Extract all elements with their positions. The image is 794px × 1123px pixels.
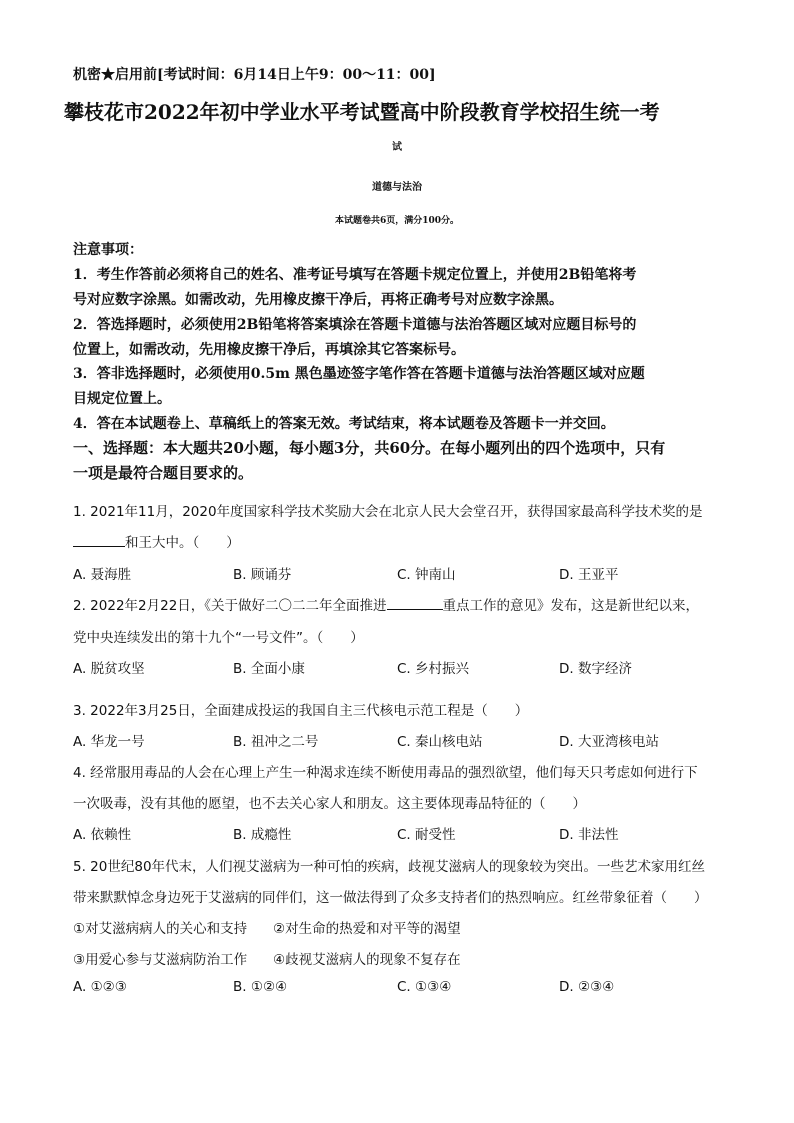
notice-item-4: 4．答在本试题卷上、草稿纸上的答案无效。考试结束，将本试题卷及答题卡一并交回。 xyxy=(73,416,615,432)
q3-option-d: D. 大亚湾核电站 xyxy=(559,734,659,750)
q2-stem-1-text-b: 重点工作的意见》发布，这是新世纪以来， xyxy=(442,598,700,614)
q3-stem: 3. 2022年3月25日，全面建成投运的我国自主三代核电示范工程是（ ） xyxy=(73,703,529,719)
q4-stem-1: 4. 经常服用毒品的人会在心理上产生一种渴求连续不断使用毒品的强烈欲望，他们每天只考虑如何进行下 xyxy=(73,765,698,781)
q2-answer-blank xyxy=(387,595,443,610)
q1-option-d: D. 王亚平 xyxy=(559,567,619,583)
q4-option-a: A. 依赖性 xyxy=(73,827,132,843)
q4-option-c: C. 耐受性 xyxy=(397,827,456,843)
section1-heading-2: 一项是最符合题目要求的。 xyxy=(73,464,254,482)
notice-heading: 注意事项： xyxy=(73,242,143,258)
q1-stem-1: 1. 2021年11月，2020年度国家科学技术奖励大会在北京人民大会堂召开，获得国家最高科学技术奖的是 xyxy=(73,504,703,520)
q5-statement-2: ②对生命的热爱和对平等的渴望 xyxy=(273,921,461,937)
q2-option-d: D. 数字经济 xyxy=(559,661,632,677)
notice-item-2b: 位置上，如需改动，先用橡皮擦干净后，再填涂其它答案标号。 xyxy=(73,342,465,358)
q5-statement-1: ①对艾滋病病人的关心和支持 xyxy=(73,921,248,937)
q2-option-a: A. 脱贫攻坚 xyxy=(73,661,145,677)
q3-option-a: A. 华龙一号 xyxy=(73,734,145,750)
q5-statement-3: ③用爱心参与艾滋病防治工作 xyxy=(73,952,248,968)
notice-item-3a: 3．答非选择题时，必须使用0.5m 黑色墨迹签字笔作答在答题卡道德与法治答题区域对应题 xyxy=(73,366,645,382)
q5-option-d: D. ②③④ xyxy=(559,979,615,995)
notice-item-2a: 2．答选择题时，必须使用2B铅笔将答案填涂在答题卡道德与法治答题区域对应题目标号的 xyxy=(73,317,637,333)
q3-option-b: B. 祖冲之二号 xyxy=(233,734,319,750)
q2-stem-1 xyxy=(73,594,699,614)
notice-item-3b: 目规定位置上。 xyxy=(73,391,171,407)
q4-option-b: B. 成瘾性 xyxy=(233,827,292,843)
q4-option-d: D. 非法性 xyxy=(559,827,619,843)
q2-option-b: B. 全面小康 xyxy=(233,661,305,677)
q2-option-c: C. 乡村振兴 xyxy=(397,661,470,677)
q5-stem-2: 带来默默悼念身边死于艾滋病的同伴们，这一做法得到了众多支持者们的热烈响应。红丝带象征着（ ） xyxy=(73,890,708,906)
q1-stem-2-text: 和王大中。（ ） xyxy=(125,535,240,551)
confidential-line: 机密★启用前[考试时间：6月14日上午9：00～11：00] xyxy=(73,67,436,83)
q1-option-c: C. 钟南山 xyxy=(397,567,456,583)
q1-answer-blank xyxy=(73,532,125,547)
q5-statement-4: ④歧视艾滋病人的现象不复存在 xyxy=(273,952,461,968)
q3-option-c: C. 秦山核电站 xyxy=(397,734,483,750)
q5-option-b: B. ①②④ xyxy=(233,979,288,995)
section1-heading-1: 一、选择题：本大题共20小题，每小题3分，共60分。在每小题列出的四个选项中，只有 xyxy=(73,439,666,457)
q1-option-a: A. 聂海胜 xyxy=(73,567,132,583)
exam-title-line1: 攀枝花市2022年初中学业水平考试暨高中阶段教育学校招生统一考 xyxy=(64,100,660,124)
q5-option-c: C. ①③④ xyxy=(397,979,452,995)
q5-option-a: A. ①②③ xyxy=(73,979,127,995)
notice-item-1b: 号对应数字涂黑。如需改动，先用橡皮擦干净后，再将正确考号对应数字涂黑。 xyxy=(73,292,563,308)
notice-item-1a: 1．考生作答前必须将自己的姓名、准考证号填写在答题卡规定位置上，并使用2B铅笔将考 xyxy=(73,267,637,283)
q2-stem-1-text-a: 2. 2022年2月22日，《关于做好二〇二二年全面推进 xyxy=(73,598,387,614)
q1-option-b: B. 顾诵芬 xyxy=(233,567,292,583)
q5-stem-1: 5. 20世纪80年代末，人们视艾滋病为一种可怕的疾病，歧视艾滋病人的现象较为突出。一些艺术家用红丝 xyxy=(73,859,706,875)
q2-stem-2: 党中央连续发出的第十九个“一号文件”。（ ） xyxy=(73,630,364,646)
exam-title-line2: 试 xyxy=(392,142,402,153)
q1-stem-2 xyxy=(73,531,240,551)
q4-stem-2: 一次吸毒，没有其他的愿望，也不去关心家人和朋友。这主要体现毒品特征的（ ） xyxy=(73,796,586,812)
exam-info: 本试题卷共6页，满分100分。 xyxy=(334,216,460,226)
subject-title: 道德与法治 xyxy=(372,182,422,193)
